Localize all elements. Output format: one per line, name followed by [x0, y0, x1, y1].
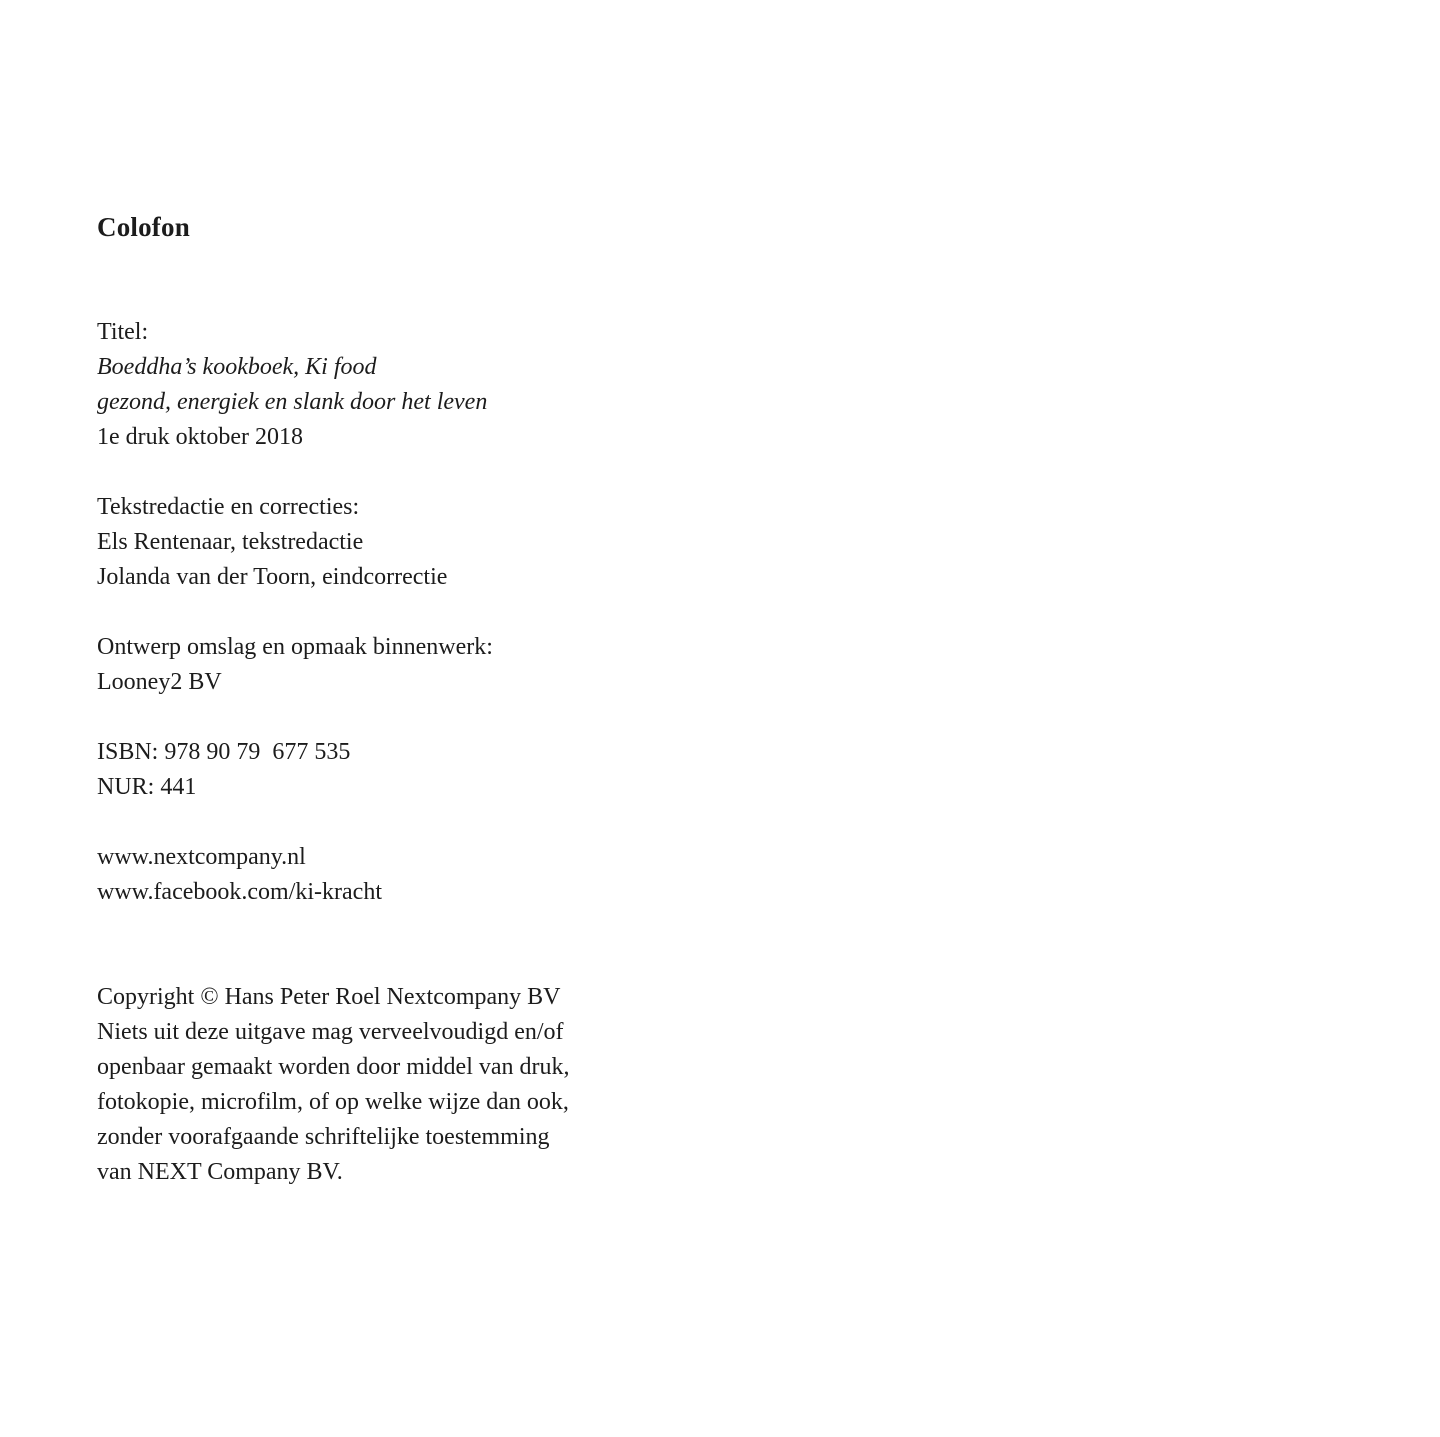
title-label: Titel:	[97, 319, 149, 345]
links-block	[97, 840, 797, 910]
edition-info: 1e druk oktober 2018	[97, 424, 303, 450]
editing-label: Tekstredactie en correcties:	[97, 494, 360, 520]
book-title: Boeddha’s kookboek, Ki food	[97, 354, 377, 380]
copyright-line-5: zonder voorafgaande schriftelijke toestemming	[97, 1124, 550, 1150]
book-subtitle: gezond, energiek en slank door het leven	[97, 389, 488, 415]
copyright-block	[97, 980, 797, 1190]
copyright-line-4: fotokopie, microfilm, of op welke wijze dan ook,	[97, 1089, 569, 1115]
copyright-line-6: van NEXT Company BV.	[97, 1159, 343, 1185]
page-title: Colofon	[97, 212, 190, 242]
nur-number: NUR: 441	[97, 774, 197, 800]
copyright-line-2: Niets uit deze uitgave mag verveelvoudigd en/of	[97, 1019, 564, 1045]
editing-block	[97, 490, 797, 595]
copyright-line-3: openbaar gemaakt worden door middel van druk,	[97, 1054, 570, 1080]
design-label: Ontwerp omslag en opmaak binnenwerk:	[97, 634, 493, 660]
editor-name: Els Rentenaar, tekstredactie	[97, 529, 364, 555]
design-block	[97, 630, 797, 700]
website-url: www.nextcompany.nl	[97, 844, 306, 870]
isbn-number: ISBN: 978 90 79 677 535	[97, 739, 351, 765]
design-studio: Looney2 BV	[97, 669, 222, 695]
title-block	[97, 315, 797, 455]
facebook-url: www.facebook.com/ki-kracht	[97, 879, 382, 905]
copyright-line-1: Copyright © Hans Peter Roel Nextcompany BV	[97, 984, 561, 1010]
final-corrector-name: Jolanda van der Toorn, eindcorrectie	[97, 564, 448, 590]
identifiers-block	[97, 735, 797, 805]
colophon-content	[97, 210, 797, 1190]
